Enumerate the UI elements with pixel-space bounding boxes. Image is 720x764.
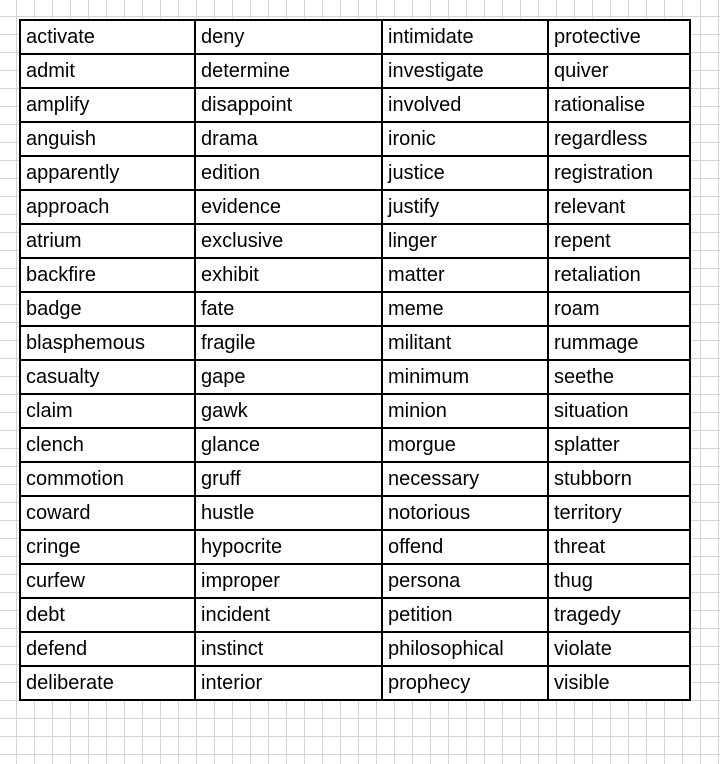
word-cell[interactable]: gawk [195,394,382,428]
table-row [20,20,690,54]
word-cell[interactable]: incident [195,598,382,632]
word-cell[interactable]: hustle [195,496,382,530]
word-list-table [19,19,691,701]
word-cell[interactable]: drama [195,122,382,156]
word-cell[interactable]: commotion [20,462,195,496]
table-row [20,54,690,88]
word-cell[interactable]: backfire [20,258,195,292]
word-cell[interactable]: protective [548,20,690,54]
word-cell[interactable]: deny [195,20,382,54]
word-cell[interactable]: justify [382,190,548,224]
word-cell[interactable]: quiver [548,54,690,88]
word-cell[interactable]: militant [382,326,548,360]
word-cell[interactable]: debt [20,598,195,632]
word-cell[interactable]: minion [382,394,548,428]
word-cell[interactable]: interior [195,666,382,700]
table-row [20,224,690,258]
word-cell[interactable]: casualty [20,360,195,394]
table-row [20,292,690,326]
word-cell[interactable]: seethe [548,360,690,394]
word-cell[interactable]: involved [382,88,548,122]
word-cell[interactable]: situation [548,394,690,428]
word-cell[interactable]: fate [195,292,382,326]
word-cell[interactable]: glance [195,428,382,462]
word-cell[interactable]: relevant [548,190,690,224]
word-cell[interactable]: rationalise [548,88,690,122]
word-cell[interactable]: repent [548,224,690,258]
word-cell[interactable]: violate [548,632,690,666]
word-cell[interactable]: activate [20,20,195,54]
word-cell[interactable]: apparently [20,156,195,190]
word-cell[interactable]: hypocrite [195,530,382,564]
word-cell[interactable]: exhibit [195,258,382,292]
word-cell[interactable]: clench [20,428,195,462]
table-row [20,632,690,666]
word-cell[interactable]: territory [548,496,690,530]
table-row [20,462,690,496]
word-cell[interactable]: linger [382,224,548,258]
table-row [20,564,690,598]
table-row [20,394,690,428]
table-row [20,122,690,156]
word-cell[interactable]: investigate [382,54,548,88]
word-cell[interactable]: persona [382,564,548,598]
word-cell[interactable]: prophecy [382,666,548,700]
word-cell[interactable]: intimidate [382,20,548,54]
table-row [20,530,690,564]
word-cell[interactable]: tragedy [548,598,690,632]
word-cell[interactable]: offend [382,530,548,564]
word-cell[interactable]: registration [548,156,690,190]
word-cell[interactable]: morgue [382,428,548,462]
table-row [20,496,690,530]
word-cell[interactable]: regardless [548,122,690,156]
word-cell[interactable]: coward [20,496,195,530]
word-cell[interactable]: petition [382,598,548,632]
word-cell[interactable]: fragile [195,326,382,360]
word-cell[interactable]: edition [195,156,382,190]
table-row [20,360,690,394]
word-cell[interactable]: matter [382,258,548,292]
word-cell[interactable]: instinct [195,632,382,666]
table-row [20,666,690,700]
word-cell[interactable]: stubborn [548,462,690,496]
table-row [20,326,690,360]
word-cell[interactable]: ironic [382,122,548,156]
word-cell[interactable]: gape [195,360,382,394]
word-cell[interactable]: atrium [20,224,195,258]
word-cell[interactable]: badge [20,292,195,326]
word-cell[interactable]: amplify [20,88,195,122]
word-cell[interactable]: curfew [20,564,195,598]
word-cell[interactable]: exclusive [195,224,382,258]
word-cell[interactable]: necessary [382,462,548,496]
table-row [20,258,690,292]
word-cell[interactable]: thug [548,564,690,598]
word-cell[interactable]: defend [20,632,195,666]
word-cell[interactable]: minimum [382,360,548,394]
word-cell[interactable]: anguish [20,122,195,156]
word-cell[interactable]: disappoint [195,88,382,122]
word-cell[interactable]: gruff [195,462,382,496]
table-row [20,190,690,224]
word-cell[interactable]: admit [20,54,195,88]
word-cell[interactable]: threat [548,530,690,564]
word-cell[interactable]: roam [548,292,690,326]
word-cell[interactable]: evidence [195,190,382,224]
table-row [20,428,690,462]
word-cell[interactable]: justice [382,156,548,190]
word-cell[interactable]: philosophical [382,632,548,666]
word-cell[interactable]: meme [382,292,548,326]
word-cell[interactable]: claim [20,394,195,428]
word-cell[interactable]: improper [195,564,382,598]
word-cell[interactable]: blasphemous [20,326,195,360]
table-row [20,88,690,122]
word-cell[interactable]: notorious [382,496,548,530]
word-cell[interactable]: approach [20,190,195,224]
word-cell[interactable]: visible [548,666,690,700]
word-list-body [20,20,690,700]
word-cell[interactable]: cringe [20,530,195,564]
table-row [20,598,690,632]
word-cell[interactable]: determine [195,54,382,88]
word-cell[interactable]: retaliation [548,258,690,292]
word-cell[interactable]: rummage [548,326,690,360]
word-cell[interactable]: splatter [548,428,690,462]
table-row [20,156,690,190]
word-cell[interactable]: deliberate [20,666,195,700]
